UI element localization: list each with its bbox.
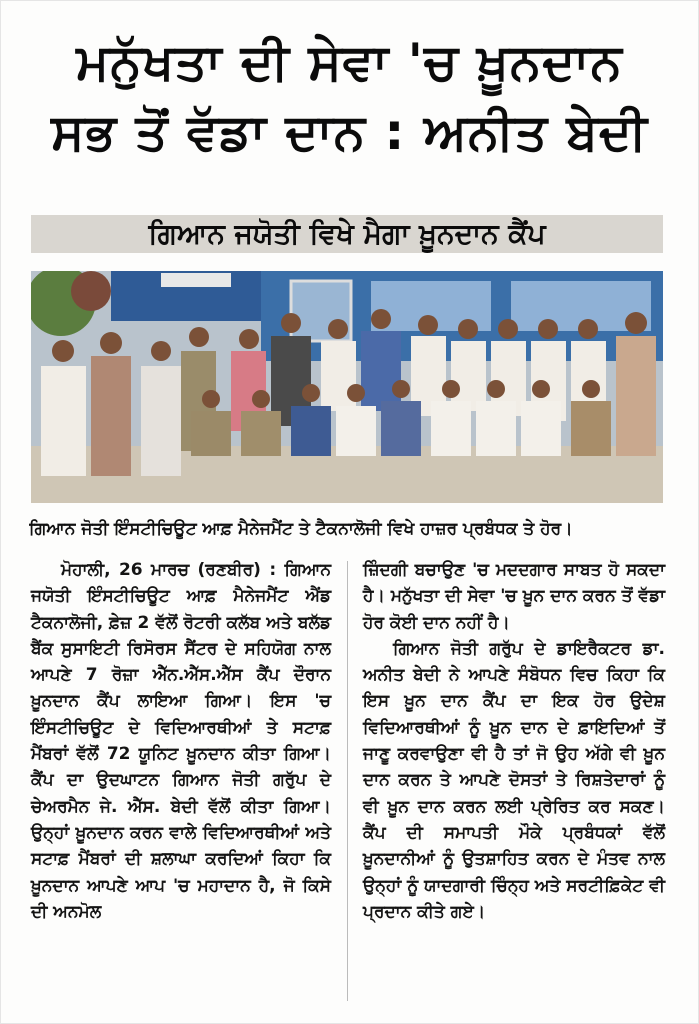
column2-paragraph-2: ਗਿਆਨ ਜੋਤੀ ਗਰੁੱਪ ਦੇ ਡਾਇਰੈਕਟਰ ਡਾ. ਅਨੀਤ ਬੇਦੀ ਨੇ ਆਪਣੇ ਸੰਬੋਧਨ ਵਿਚ ਕਿਹਾ ਕਿ ਇਸ ਖ਼ੂਨ ਦਾਨ ਕੈਂਪ ਦਾ ਇਕ ਹੋਰ ਉਦੇਸ਼ ਵਿਦਿਆਰਥੀਆਂ ਨੂੰ ਖ਼ੂਨ ਦਾਨ ਦੇ ਫ਼ਾਇਦਿਆਂ ਤੋਂ ਜਾਣੂ ਕਰਵਾਉਣਾ ਵੀ ਹੈ ਤਾਂ ਜੋ ਉਹ ਅੱਗੇ ਵੀ ਖ਼ੂਨ ਦਾਨ ਕਰਨ ਤੇ ਆਪਣੇ ਦੋਸਤਾਂ ਤੇ ਰਿਸ਼ਤੇਦਾਰਾਂ ਨੂੰ ਵੀ ਖ਼ੂਨ ਦਾਨ ਕਰਨ ਲਈ ਪ੍ਰੇਰਿਤ ਕਰ ਸਕਣ। ਕੈਂਪ ਦੀ ਸਮਾਪਤੀ ਮੌਕੇ ਪ੍ਰਬੰਧਕਾਂ ਵੱਲੋਂ ਖ਼ੂਨਦਾਨੀਆਂ ਨੂੰ ਉਤਸ਼ਾਹਿਤ ਕਰਨ ਦੇ ਮੰਤਵ ਨਾਲ ਉਨ੍ਹਾਂ ਨੂੰ ਯਾਦਗਾਰੀ ਚਿੰਨ੍ਹ ਅਤੇ ਸਰਟੀਫ਼ਿਕੇਟ ਵੀ ਪ੍ਰਦਾਨ ਕੀਤੇ ਗਏ।	[363, 638, 665, 922]
article-column-2	[363, 557, 665, 925]
photo-caption: ਗਿਆਨ ਜੋਤੀ ਇੰਸਟੀਚਿਊਟ ਆਫ਼ ਮੈਨੇਜਮੈਂਟ ਤੇ ਟੈਕਨਾਲੋਜੀ ਵਿਖੇ ਹਾਜ਼ਰ ਪ੍ਰਬੰਧਕ ਤੇ ਹੋਰ।	[29, 519, 573, 539]
column2-paragraph-1: ਜ਼ਿੰਦਗੀ ਬਚਾਉਣ 'ਚ ਮਦਦਗਾਰ ਸਾਬਤ ਹੋ ਸਕਦਾ ਹੈ। ਮਨੁੱਖਤਾ ਦੀ ਸੇਵਾ 'ਚ ਖ਼ੂਨ ਦਾਨ ਕਰਨ ਤੋਂ ਵੱਡਾ ਹੋਰ ਕੋਈ ਦਾਨ ਨਹੀਂ ਹੈ।	[363, 560, 665, 633]
article-column-1	[31, 557, 331, 925]
column1-paragraph: ਮੋਹਾਲੀ, 26 ਮਾਰਚ (ਰਣਬੀਰ) : ਗਿਆਨ ਜਯੋਤੀ ਇੰਸਟੀਚਿਊਟ ਆਫ਼ ਮੈਨੇਜਮੈਂਟ ਐਂਡ ਟੈਕਨਾਲੋਜੀ, ਫ਼ੇਜ਼ 2 ਵੱਲੋਂ ਰੋਟਰੀ ਕਲੱਬ ਅਤੇ ਬਲੱਡ ਬੈਂਕ ਸੁਸਾਇਟੀ ਰਿਸੋਰਸ ਸੈਂਟਰ ਦੇ ਸਹਿਯੋਗ ਨਾਲ ਆਪਣੇ 7 ਰੋਜ਼ਾ ਐੱਨ.ਐੱਸ.ਐੱਸ ਕੈਂਪ ਦੌਰਾਨ ਖ਼ੂਨਦਾਨ ਕੈਂਪ ਲਾਇਆ ਗਿਆ। ਇਸ 'ਚ ਇੰਸਟੀਚਿਊਟ ਦੇ ਵਿਦਿਆਰਥੀਆਂ ਤੇ ਸਟਾਫ਼ ਮੈਂਬਰਾਂ ਵੱਲੋਂ 72 ਯੂਨਿਟ ਖ਼ੂਨਦਾਨ ਕੀਤਾ ਗਿਆ। ਕੈਂਪ ਦਾ ਉਦਘਾਟਨ ਗਿਆਨ ਜੋਤੀ ਗਰੁੱਪ ਦੇ ਚੇਅਰਮੈਨ ਜੇ. ਐੱਸ. ਬੇਦੀ ਵੱਲੋਂ ਕੀਤਾ ਗਿਆ। ਉਨ੍ਹਾਂ ਖ਼ੂਨਦਾਨ ਕਰਨ ਵਾਲੇ ਵਿਦਿਆਰਥੀਆਂ ਅਤੇ ਸਟਾਫ਼ ਮੈਂਬਰਾਂ ਦੀ ਸ਼ਲਾਘਾ ਕਰਦਿਆਂ ਕਿਹਾ ਕਿ ਖ਼ੂਨਦਾਨ ਆਪਣੇ ਆਪ 'ਚ ਮਹਾਦਾਨ ਹੈ, ਜੋ ਕਿਸੇ ਦੀ ਅਨਮੋਲ	[31, 560, 331, 922]
headline-line-2: ਸਭ ਤੋਂ ਵੱਡਾ ਦਾਨ : ਅਨੀਤ ਬੇਦੀ	[51, 103, 648, 161]
subheadline: ਗਿਆਨ ਜਯੋਤੀ ਵਿਖੇ ਮੈਗਾ ਖ਼ੂਨਦਾਨ ਕੈਂਪ	[31, 215, 663, 253]
headline-line-1: ਮਨੁੱਖਤਾ ਦੀ ਸੇਵਾ 'ਚ ਖ਼ੂਨਦਾਨ	[76, 33, 623, 91]
group-photo	[31, 271, 663, 503]
column-divider	[347, 561, 348, 1001]
